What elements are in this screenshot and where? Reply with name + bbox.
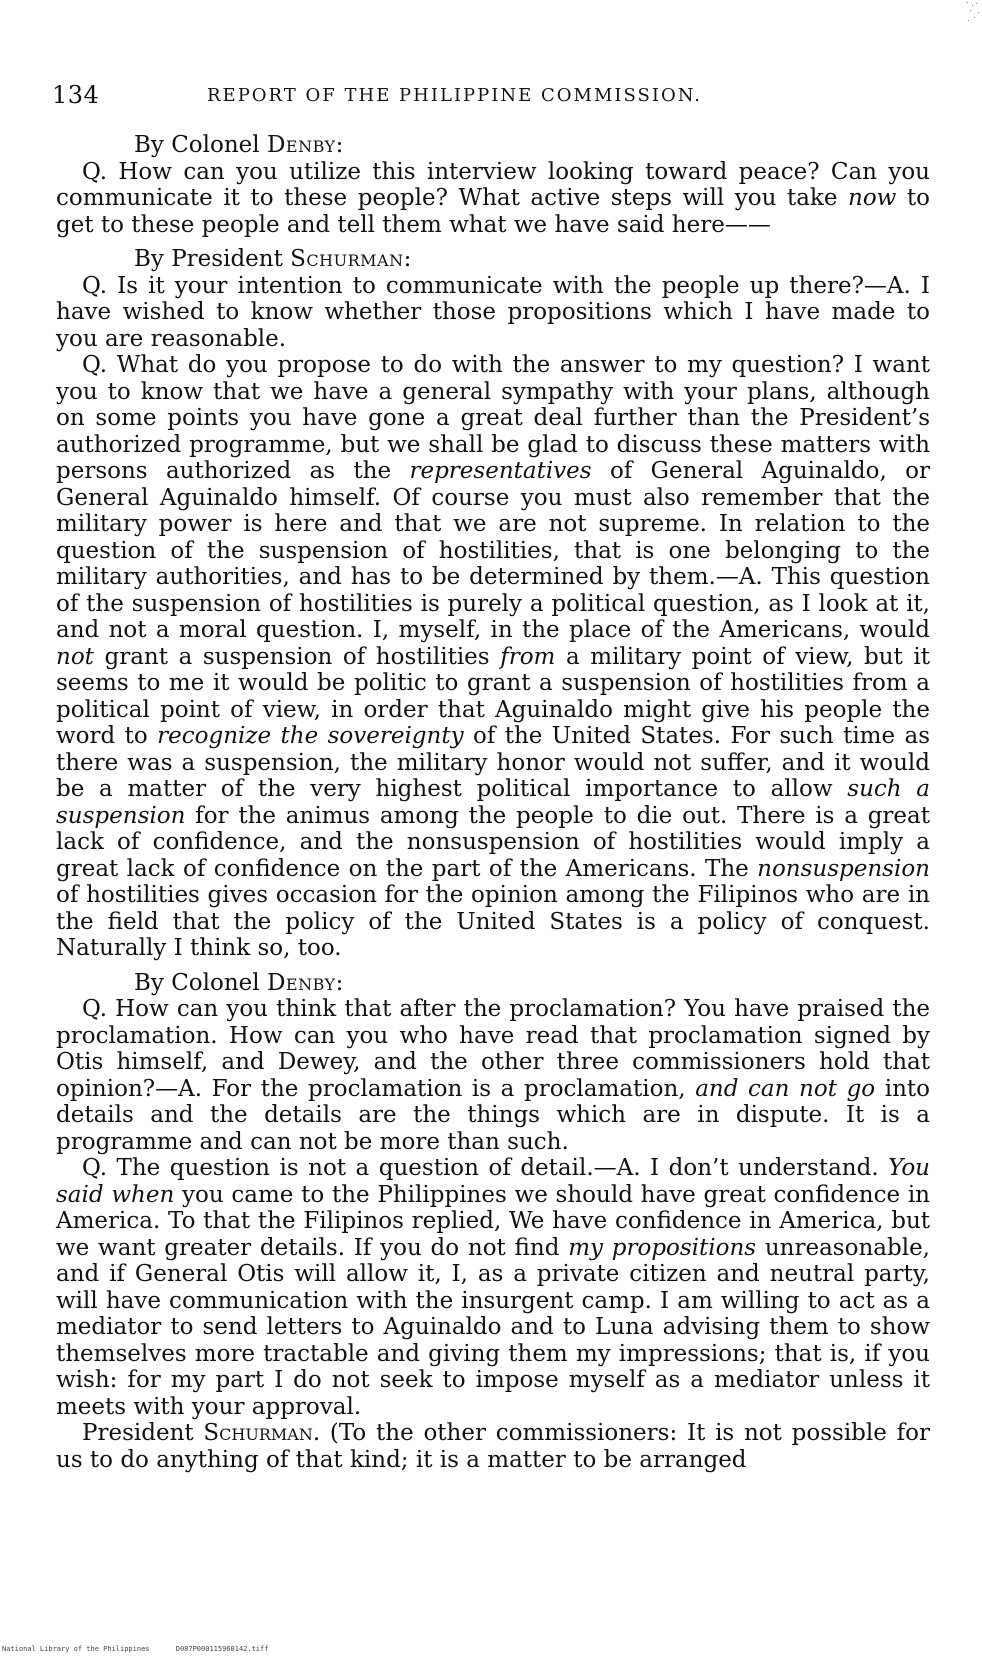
running-title: REPORT OF THE PHILIPPINE COMMISSION.	[207, 85, 703, 106]
text-run: for the animus among the people to die out. There is a great lack of confidence, and the nonsuspension of hostilities would imply a great lack of confidence on the part of the Americans. The	[56, 802, 930, 882]
text-run: President	[82, 1420, 204, 1446]
text-run: Q. How can you utilize this interview looking toward peace? Can you communicate it to these people? What active steps will you take	[56, 158, 930, 211]
speaker-name: Denby	[266, 969, 336, 996]
text-run: you came to the Philippines we should have great confidence in America. To that the Filipinos replied, We have confidence in America, but we want greater details. If you do not find	[56, 1181, 930, 1261]
speaker-suffix: :	[335, 969, 344, 996]
file-id: D087P000115960142.tiff	[175, 1645, 269, 1653]
text-run: of hostilities gives occasion for the opinion among the Filipinos who are in the field that the policy of the United States is a policy of conquest. Naturally I think so, too.	[56, 882, 930, 961]
italic-run: You said when	[56, 1155, 930, 1208]
paragraph-schurman-remark	[56, 1420, 930, 1473]
speaker-name: Denby	[266, 132, 336, 158]
italic-run: my propositions	[568, 1234, 757, 1261]
speaker-prefix: By Colonel	[134, 132, 267, 158]
text-run: Q. The question is not a question of detail.—A. I don’t understand.	[82, 1155, 889, 1181]
body-text	[56, 132, 930, 1473]
italic-run: such a suspension	[56, 776, 930, 829]
text-run: Q. How can you think that after the proclamation? You have praised the proclamation. How can you who have read that proclamation signed by Otis himself, and Dewey, and the other three commissioners hold that opinion?—A. For the proclamation is a proclamation,	[56, 996, 930, 1102]
text-run: into details and the details are the things which are in dispute. It is a programme and can not be more than such.	[56, 1075, 931, 1155]
speaker-suffix: :	[403, 246, 412, 272]
italic-run: and can not go	[695, 1075, 876, 1102]
paragraph-detail	[56, 1155, 930, 1420]
speaker-name: Schurman	[203, 1420, 313, 1446]
speaker-line-denby-1	[56, 132, 930, 159]
speaker-prefix: By President	[134, 246, 291, 272]
page-header	[52, 80, 934, 110]
speaker-prefix: By Colonel	[134, 969, 267, 996]
text-run: unreasonable, and if General Otis will allow it, I, as a private citizen and neutral party, will have communication with the insurgent camp. I am willing to act as a mediator to send letters to Aguinaldo and to Luna advising them to show themselves more tractable and giving them my impressions; that is, if you wish: for my part I do not seek to impose myself as a mediator unless it meets with your approval.	[56, 1234, 930, 1420]
speaker-line-denby-2	[56, 970, 930, 997]
text-run: of the United States. For such time as there was a suspension, the military honor would not suffer, and it would be a matter of the very highest political importance to allow	[56, 723, 931, 802]
speaker-name: Schurman	[290, 246, 404, 272]
paragraph-intention: Q. Is it your intention to communicate with the people up there?—A. I have wished to know whether those propositions which I have made to you are reasonable.	[56, 272, 930, 352]
text-run: . (To the other commissioners: It is not possible for us to do anything of that kind; it is a matter to be arranged	[56, 1420, 930, 1473]
italic-run: now	[848, 185, 897, 211]
page-number: 134	[52, 81, 100, 109]
italic-run: not	[56, 643, 94, 670]
speaker-line-schurman	[56, 246, 930, 273]
paragraph-propose	[56, 352, 930, 962]
speaker-suffix: :	[335, 132, 344, 158]
text-run: of General Aguinaldo, or General Aguinaldo himself. Of course you must also remember that the military power is here and that we are not supreme. In relation to the question of the suspension of hostilities, that is one belonging to the military authorities, and has to be determined by them.—A. This question of the suspension of hostilities is purely a political question, as I look at it, and not a moral question. I, myself, in the place of the Americans, would	[56, 458, 930, 643]
text-run: grant a suspension of hostilities	[93, 643, 501, 670]
library-credit: National Library of the Philippines	[2, 1645, 150, 1653]
italic-run: recognize the sovereignty	[157, 723, 464, 749]
scan-edge-speckle	[964, 0, 982, 24]
paragraph-denby-question	[56, 159, 930, 239]
italic-run: representatives	[409, 458, 592, 484]
italic-run: nonsuspension	[757, 855, 930, 882]
paragraph-proclamation	[56, 996, 930, 1155]
italic-run: from	[500, 643, 556, 670]
text-run: Q. What do you propose to do with the answer to my question? I want you to know that we have a general sympathy with your plans, although on some points you have gone a great deal further than the President’s authorized programme, but we shall be glad to discuss these matters with persons authorized as the	[56, 352, 930, 484]
text-run: to get to these people and tell them what we have said here——	[56, 185, 931, 238]
text-run: a military point of view, but it seems to me it would be politic to grant a suspension of hostilities from a political point of view, in order that Aguinaldo might give his people the word to	[56, 643, 930, 749]
scan-footer	[0, 1642, 982, 1656]
